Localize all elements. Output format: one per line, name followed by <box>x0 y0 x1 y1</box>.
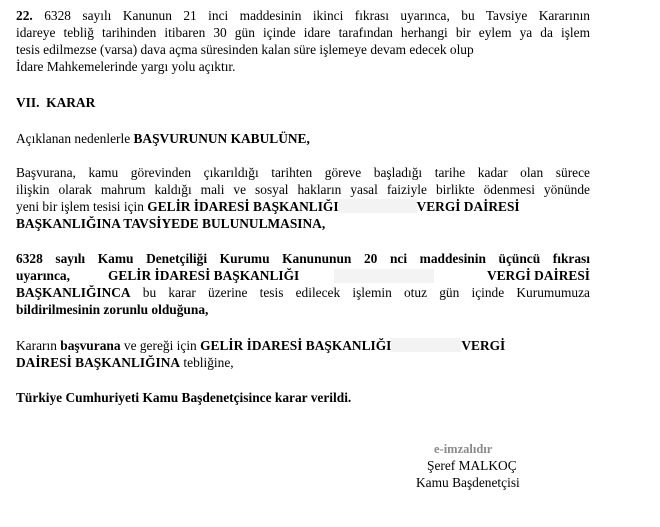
tax-office-name: VERGİ DAİRESİ <box>416 199 520 214</box>
decision-p2-line-3 <box>16 285 590 301</box>
paragraph-22-line-1 <box>16 8 590 24</box>
paragraph-number: 22. <box>16 8 33 23</box>
decision-p1-line-1: Başvurana, kamu görevinden çıkarıldığı tarihten göreve başladığı tarihe kadar olan sürece <box>16 165 590 180</box>
paragraph-22-line-3: tesis edilmezse (varsa) dava açma süresinden kalan süre işlemeye devam edecek olup <box>16 42 474 57</box>
decision-p3-text-1: Kararın <box>16 338 61 353</box>
decision-p3-bold-1: başvurana <box>60 338 121 353</box>
decision-p3-text-3: tebliğine, <box>180 355 234 370</box>
decision-intro <box>16 131 310 147</box>
institution-name-2: GELİR İDARESİ BAŞKANLIĞI <box>108 268 300 283</box>
decision-p2-line-2 <box>16 268 590 284</box>
decision-p3-line-2 <box>16 355 234 371</box>
redaction-block-3 <box>391 338 461 352</box>
decision-p1-line-2: ilişkin olarak mahrum kaldığı mali ve sosyal hakların yasal faiziyle birlikte ödenmesi yönünde <box>16 182 590 197</box>
section-title: KARAR <box>46 95 96 110</box>
decision-p3-line-1 <box>16 338 505 354</box>
redaction-block-2 <box>334 269 434 283</box>
tax-office-name-3: VERGİ <box>461 338 506 353</box>
paragraph-22-text-1: 6328 sayılı Kanunun 21 inci maddesinin ikinci fıkrası uyarınca, bu Tavsiye Kararının <box>44 8 591 23</box>
institution-name-3: GELİR İDARESİ BAŞKANLIĞI <box>200 338 392 353</box>
decision-p1-line-3-text: yeni bir işlem tesisi için <box>16 199 148 214</box>
paragraph-22-line-4: İdare Mahkemelerinde yargı yolu açıktır. <box>16 59 236 74</box>
redaction-block <box>339 199 417 213</box>
decision-p2-line-4: bildirilmesinin zorunlu olduğuna, <box>16 302 209 317</box>
decision-p3-bold-2: DAİRESİ BAŞKANLIĞINA <box>16 355 181 370</box>
decision-intro-bold: BAŞVURUNUN KABULÜNE, <box>133 131 310 146</box>
e-signature-note: e-imzalıdır <box>434 442 493 456</box>
decision-p2-line-3-text: bu karar üzerine tesis edilecek işlemin otuz gün içinde Kurumumuza <box>130 285 590 300</box>
section-number: VII. <box>16 95 40 110</box>
paragraph-22-line-2: idareye tebliğ tarihinden itibaren 30 gün içinde idare tarafından herhangi bir eylem ya da işlem <box>16 25 590 40</box>
institution-name: GELİR İDARESİ BAŞKANLIĞI <box>147 199 339 214</box>
decision-p3-text-2: ve gereği için <box>120 338 201 353</box>
decision-p1-line-4 <box>16 216 325 232</box>
decision-p2-line-2-a: uyarınca, <box>16 268 70 283</box>
decision-p1-line-3 <box>16 199 520 215</box>
signatory-name: Şeref MALKOÇ <box>427 458 517 473</box>
decision-p2-line-1: 6328 sayılı Kamu Denetçiliği Kurumu Kanununun 20 nci maddesinin üçüncü fıkrası <box>16 251 590 266</box>
tax-office-name-2: VERGİ DAİRESİ <box>486 268 590 283</box>
section-heading <box>16 95 95 111</box>
decision-p2-bold: BAŞKANLIĞINCA <box>16 285 131 300</box>
recommendation-text: BAŞKANLIĞINA TAVSİYEDE BULUNULMASINA, <box>16 216 326 231</box>
closing-statement: Türkiye Cumhuriyeti Kamu Başdenetçisince karar verildi. <box>16 390 352 405</box>
decision-intro-text: Açıklanan nedenlerle <box>16 131 134 146</box>
signatory-title: Kamu Başdenetçisi <box>416 475 520 490</box>
